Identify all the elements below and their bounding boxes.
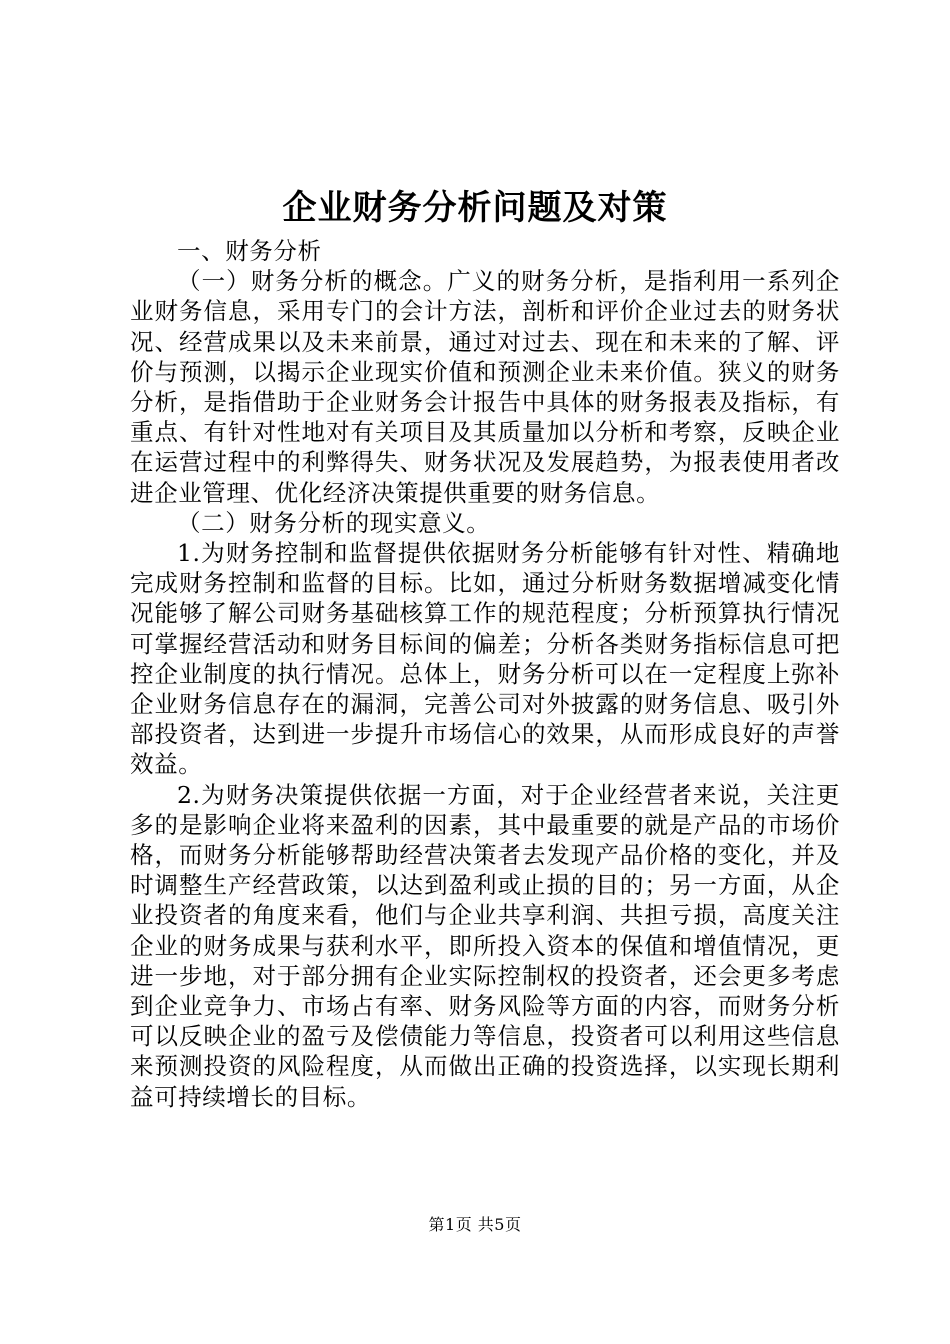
page-footer: 第1页 共5页 [428, 1215, 522, 1234]
document-title: 企业财务分析问题及对策 [282, 188, 668, 228]
paragraph: 1.为财务控制和监督提供依据财务分析能够有针对性、精确地完成财务控制和监督的目标。比如，通过分析财务数据增减变化情况能够了解公司财务基础核算工作的规范程度；分析预算执行情况可掌握经营活动和财务目标间的偏差；分析各类财务指标信息可把控企业制度的执行情况。总体上，财务分析可以在一定程度上弥补企业财务信息存在的漏洞，完善公司对外披露的财务信息、吸引外部投资者，达到进一步提升市场信心的效果，从而形成良好的声誉效益。 [130, 539, 840, 779]
subsection-heading: （二）财务分析的现实意义。 [177, 508, 491, 537]
paragraph: （一）财务分析的概念。广义的财务分析，是指利用一系列企业财务信息，采用专门的会计方法，剖析和评价企业过去的财务状况、经营成果以及未来前景，通过对过去、现在和未来的了解、评价与预测，以揭示企业现实价值和预测企业未来价值。狭义的财务分析，是指借助于企业财务会计报告中具体的财务报表及指标，有重点、有针对性地对有关项目及其质量加以分析和考察，反映企业在运营过程中的利弊得失、财务状况及发展趋势，为报表使用者改进企业管理、优化经济决策提供重要的财务信息。 [130, 267, 840, 507]
paragraph: 2.为财务决策提供依据一方面，对于企业经营者来说，关注更多的是影响企业将来盈利的因素，其中最重要的就是产品的市场价格，而财务分析能够帮助经营决策者去发现产品价格的变化，并及时调整生产经营政策，以达到盈利或止损的目的；另一方面，从企业投资者的角度来看，他们与企业共享利润、共担亏损，高度关注企业的财务成果与获利水平，即所投入资本的保值和增值情况，更进一步地，对于部分拥有企业实际控制权的投资者，还会更多考虑到企业竞争力、市场占有率、财务风险等方面的内容，而财务分析可以反映企业的盈亏及偿债能力等信息，投资者可以利用这些信息来预测投资的风险程度，从而做出正确的投资选择，以实现长期利益可持续增长的目标。 [130, 780, 840, 1111]
section-heading: 一、财务分析 [177, 237, 322, 265]
document-body [130, 236, 840, 1112]
